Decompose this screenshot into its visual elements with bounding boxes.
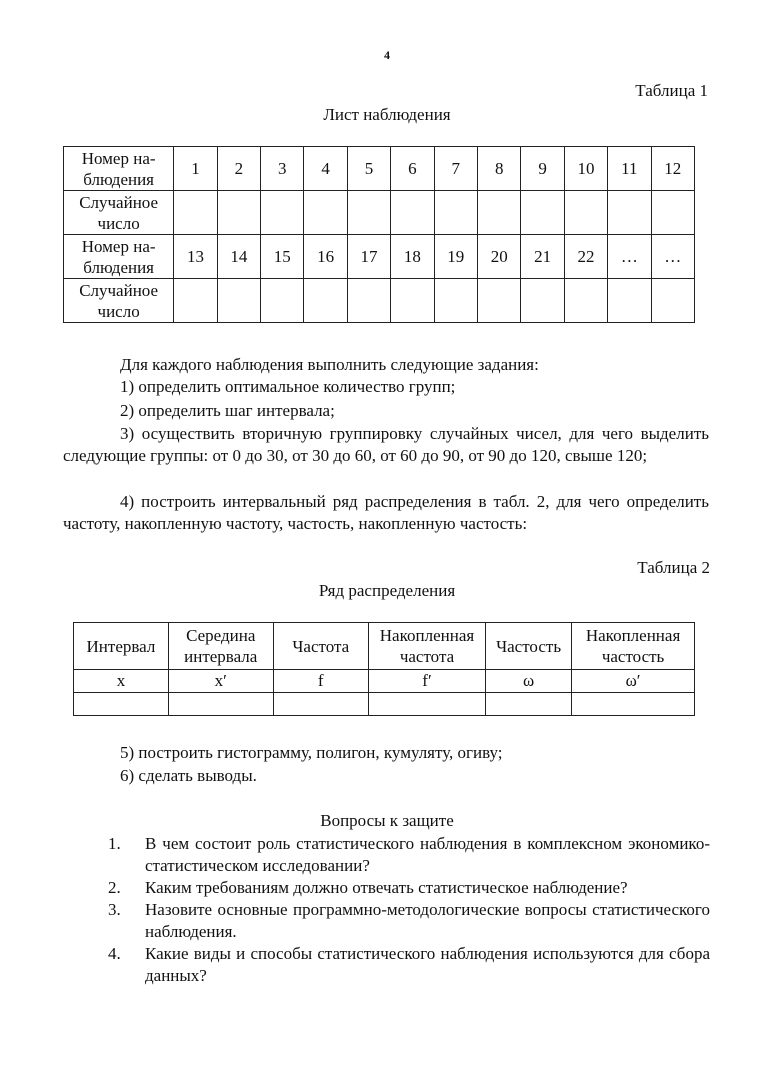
table-row — [74, 670, 695, 693]
table-row — [64, 191, 695, 235]
observation-number-cell: … — [608, 235, 651, 279]
random-number-cell — [304, 191, 347, 235]
observation-number-cell: 18 — [391, 235, 434, 279]
instructions-intro: Для каждого наблюдения выполнить следующие задания: — [120, 355, 539, 374]
distribution-series-table — [73, 622, 695, 716]
row-header-random-number: Случайное число — [64, 279, 174, 323]
column-header-cumulative-frequency: Накопленная частота — [368, 623, 485, 670]
symbol-cell: x — [74, 670, 169, 693]
symbol-cell: f — [273, 670, 368, 693]
observation-number-cell: 17 — [347, 235, 390, 279]
observation-number-cell: 2 — [217, 147, 260, 191]
random-number-cell — [304, 279, 347, 323]
random-number-cell — [391, 191, 434, 235]
observation-number-cell: 14 — [217, 235, 260, 279]
observation-number-cell: 11 — [608, 147, 651, 191]
random-number-cell — [347, 279, 390, 323]
observation-number-cell: 4 — [304, 147, 347, 191]
observation-number-cell: 15 — [261, 235, 304, 279]
question-item: 3. Назовите основные программно-методологические вопросы статистического наблюдения. — [108, 900, 710, 941]
table-row — [64, 147, 695, 191]
table1-label: Таблица 1 — [635, 81, 708, 100]
random-number-cell — [174, 279, 217, 323]
table-row — [74, 693, 695, 716]
random-number-cell — [564, 191, 607, 235]
random-number-cell — [174, 191, 217, 235]
questions-title: Вопросы к защите — [320, 811, 454, 830]
table1-title: Лист наблюдения — [323, 105, 451, 124]
random-number-cell — [217, 191, 260, 235]
column-header-relative-frequency: Частость — [486, 623, 572, 670]
random-number-cell — [608, 279, 651, 323]
symbol-cell: f′ — [368, 670, 485, 693]
random-number-cell — [434, 279, 477, 323]
table2-title: Ряд распределения — [318, 581, 456, 600]
page-number: 4 — [384, 48, 390, 62]
instruction-item-2: 2) определить шаг интервала; — [120, 401, 335, 420]
empty-cell — [368, 693, 485, 716]
empty-cell — [273, 693, 368, 716]
observation-number-cell: 21 — [521, 235, 564, 279]
observation-number-cell: 10 — [564, 147, 607, 191]
random-number-cell — [651, 279, 694, 323]
observation-number-cell: 9 — [521, 147, 564, 191]
random-number-cell — [651, 191, 694, 235]
row-header-observation-number: Номер на- блюдения — [64, 235, 174, 279]
observation-number-cell: 19 — [434, 235, 477, 279]
random-number-cell — [478, 279, 521, 323]
observation-number-cell: 5 — [347, 147, 390, 191]
row-header-random-number: Случайное число — [64, 191, 174, 235]
table2-label: Таблица 2 — [637, 558, 710, 577]
column-header-interval-midpoint: Середина интервала — [168, 623, 273, 670]
random-number-cell — [608, 191, 651, 235]
observation-number-cell: 8 — [478, 147, 521, 191]
column-header-cumulative-relative-frequency: Накопленная частость — [572, 623, 695, 670]
random-number-cell — [347, 191, 390, 235]
question-item: 2. Каким требованиям должно отвечать статистическое наблюдение? — [108, 878, 628, 897]
empty-cell — [74, 693, 169, 716]
table-header-row — [74, 623, 695, 670]
random-number-cell — [261, 279, 304, 323]
random-number-cell — [217, 279, 260, 323]
instruction-item-1: 1) определить оптимальное количество групп; — [120, 377, 456, 396]
empty-cell — [168, 693, 273, 716]
random-number-cell — [521, 191, 564, 235]
table-row — [64, 235, 695, 279]
observation-number-cell: 13 — [174, 235, 217, 279]
symbol-cell: ω′ — [572, 670, 695, 693]
question-item: 1. В чем состоит роль статистического наблюдения в комплексном экономико-статистическом исследовании? — [108, 834, 710, 875]
random-number-cell — [564, 279, 607, 323]
random-number-cell — [391, 279, 434, 323]
observation-number-cell: 7 — [434, 147, 477, 191]
observation-number-cell: 20 — [478, 235, 521, 279]
observation-number-cell: 3 — [261, 147, 304, 191]
instruction-item-6: 6) сделать выводы. — [120, 766, 257, 785]
instruction-item-4: 4) построить интервальный ряд распределения в табл. 2, для чего определить частоту, накопленную частоту, частость, накопленную частость: — [63, 492, 709, 533]
table-row — [64, 279, 695, 323]
question-item: 4. Какие виды и способы статистического наблюдения используются для сбора данных? — [108, 944, 710, 985]
random-number-cell — [478, 191, 521, 235]
instruction-item-5: 5) построить гистограмму, полигон, кумуляту, огиву; — [120, 743, 503, 762]
random-number-cell — [434, 191, 477, 235]
empty-cell — [572, 693, 695, 716]
questions-list — [108, 833, 710, 987]
column-header-interval: Интервал — [74, 623, 169, 670]
observation-number-cell: 6 — [391, 147, 434, 191]
random-number-cell — [261, 191, 304, 235]
observation-number-cell: 16 — [304, 235, 347, 279]
row-header-observation-number: Номер на- блюдения — [64, 147, 174, 191]
column-header-frequency: Частота — [273, 623, 368, 670]
observation-number-cell: … — [651, 235, 694, 279]
observation-sheet-table — [63, 146, 695, 323]
symbol-cell: ω — [486, 670, 572, 693]
symbol-cell: x′ — [168, 670, 273, 693]
empty-cell — [486, 693, 572, 716]
observation-number-cell: 22 — [564, 235, 607, 279]
observation-number-cell: 1 — [174, 147, 217, 191]
random-number-cell — [521, 279, 564, 323]
instruction-item-3: 3) осуществить вторичную группировку случайных чисел, для чего выделить следующие группы: от 0 до 30, от 30 до 60, от 60 до 90, от 90 до 120, свыше 120; — [63, 424, 709, 465]
observation-number-cell: 12 — [651, 147, 694, 191]
